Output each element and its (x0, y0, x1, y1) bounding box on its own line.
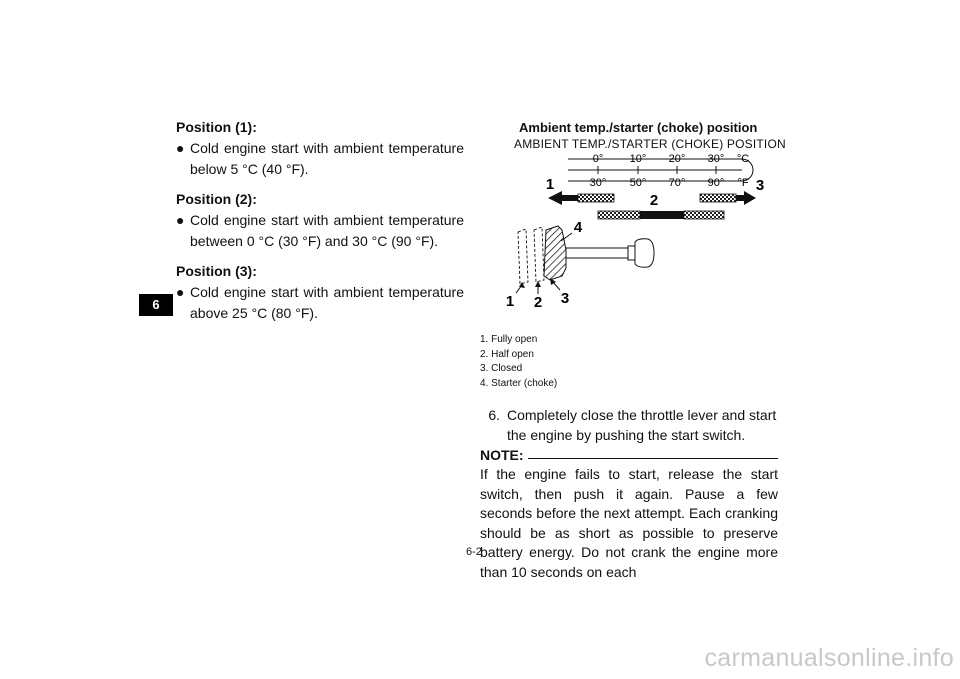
position-heading: Position (2): (176, 191, 257, 207)
celsius-tick-label: 20° (668, 153, 686, 165)
note-label: NOTE: (480, 447, 524, 463)
legend-item: 1. Fully open (480, 334, 538, 345)
part-pointers (516, 278, 560, 294)
figure-subtitle: AMBIENT TEMP./STARTER (CHOKE) POSITION (514, 137, 786, 151)
part-label: 1 (505, 293, 515, 310)
position-text: Cold engine start with ambient temperature below 5 °C (40 °F). (190, 140, 464, 177)
figure-legend (480, 333, 557, 391)
zone-label: 3 (755, 177, 765, 194)
position-heading: Position (1): (176, 119, 257, 135)
note-rule (528, 458, 778, 459)
celsius-tick-label: 10° (629, 153, 647, 165)
starter-knob-drawing (518, 226, 654, 284)
fahrenheit-unit: °F (737, 177, 749, 189)
position-text: Cold engine start with ambient temperature above 25 °C (80 °F). (190, 284, 464, 321)
part-label: 2 (533, 294, 543, 311)
choke-diagram (488, 150, 778, 315)
position-text: Cold engine start with ambient temperature between 0 °C (30 °F) and 30 °C (90 °F). (190, 212, 464, 249)
position-bullet (176, 138, 464, 180)
bullet-icon: ● (176, 140, 185, 156)
figure-title: Ambient temp./starter (choke) position (519, 120, 758, 135)
position-2 (176, 191, 464, 252)
page-number: 6-2 (466, 546, 482, 558)
fahrenheit-tick-label: 50° (629, 177, 647, 189)
note-header (480, 447, 778, 463)
legend-item: 3. Closed (480, 363, 523, 374)
position-bullet (176, 282, 464, 324)
fahrenheit-tick-label: 70° (668, 177, 686, 189)
celsius-tick-label: 30° (707, 153, 725, 165)
part-label: 4 (573, 219, 583, 236)
chapter-tab: 6 (139, 294, 173, 316)
position-1 (176, 119, 464, 180)
step-number: 6. (488, 407, 500, 423)
zone-1-arrow (548, 191, 614, 205)
step-text: Completely close the throttle lever and start the engine by pushing the start switch. (507, 407, 777, 443)
bullet-icon: ● (176, 284, 185, 300)
fahrenheit-tick-label: 90° (707, 177, 725, 189)
step-6 (480, 405, 778, 445)
position-3 (176, 263, 464, 324)
zone-3-arrow (700, 191, 756, 205)
celsius-tick-label: 0° (592, 153, 604, 165)
note-text: If the engine fails to start, release the start switch, then push it again. Pause a few seconds before the next attempt. Each cranking should be as short as possible to preserve battery energy. Do not crank the engine more than 10 seconds on each (480, 466, 778, 580)
position-list (176, 119, 464, 335)
zone-2-bar (598, 211, 724, 219)
watermark: carmanualsonline.info (704, 644, 954, 672)
legend-item: 2. Half open (480, 348, 534, 360)
position-heading: Position (3): (176, 263, 257, 279)
zone-label: 1 (545, 176, 555, 193)
part-label: 3 (560, 290, 570, 307)
celsius-unit: °C (736, 153, 750, 165)
bullet-icon: ● (176, 212, 185, 228)
fahrenheit-tick-label: 30° (589, 177, 607, 189)
legend-item: 4. Starter (choke) (480, 377, 558, 389)
position-bullet (176, 210, 464, 252)
zone-label: 2 (649, 192, 659, 209)
